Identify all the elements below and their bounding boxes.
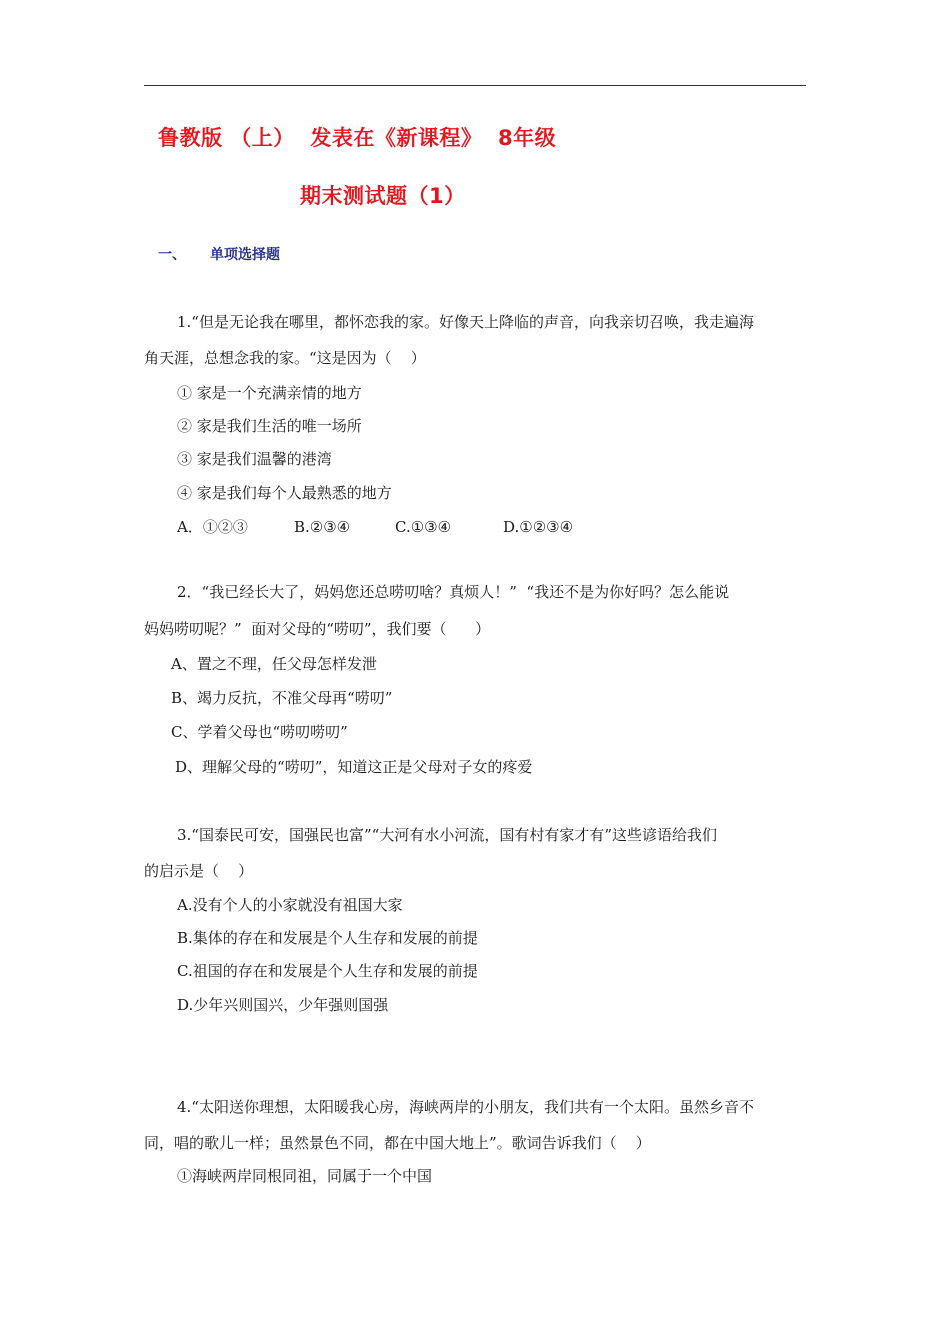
header-rule [144,85,806,86]
question-1-item-3: ③ 家是我们温馨的港湾 [177,450,332,468]
question-4-stem-line2: 同，唱的歌儿一样；虽然景色不同，都在中国大地上”。歌词告诉我们（ ） [144,1134,651,1152]
question-3-option-b: B.集体的存在和发展是个人生存和发展的前提 [177,929,478,947]
section-title: 单项选择题 [210,247,280,263]
question-3-stem-line2: 的启示是（ ） [144,862,254,880]
question-1-choice-a: A．①②③ [177,518,248,536]
question-1-stem-line2: 角天涯，总想念我的家。“这是因为（ ） [144,349,426,367]
question-1-choice-d: D.①②③④ [503,518,574,536]
question-2-option-a: A、置之不理，任父母怎样发泄 [171,655,377,673]
question-3-stem-line1: 3.“国泰民可安，国强民也富”“大河有水小河流，国有村有家才有”这些谚语给我们 [177,826,717,844]
question-4-stem-line1: 4.“太阳送你理想，太阳暖我心房，海峡两岸的小朋友，我们共有一个太阳。虽然乡音不 [177,1098,754,1116]
question-1-item-1: ① 家是一个充满亲情的地方 [177,384,362,402]
document-title: 鲁教版 （上） 发表在《新课程》 8年级 [158,126,557,150]
question-2-option-c: C、学着父母也“唠叨唠叨” [171,723,348,741]
question-2-stem-line2: 妈妈唠叨呢？” 面对父母的“唠叨”，我们要（ ） [144,620,491,638]
section-number: 一、 [158,247,186,263]
question-1-choice-b: B.②③④ [294,518,351,536]
question-1-stem-line1: 1.“但是无论我在哪里，都怀恋我的家。好像天上降临的声音，向我亲切召唤，我走遍海 [177,313,754,331]
question-3-option-d: D.少年兴则国兴，少年强则国强 [177,996,389,1014]
question-1-choice-c: C.①③④ [395,518,452,536]
question-2-stem-line1: 2．“我已经长大了，妈妈您还总唠叨啥？真烦人！” “我还不是为你好吗？怎么能说 [177,583,730,601]
question-2-option-b: B、竭力反抗，不准父母再“唠叨” [171,689,393,707]
question-4-item-1: ①海峡两岸同根同祖，同属于一个中国 [177,1167,433,1185]
section-heading [158,244,280,264]
question-1-item-4: ④ 家是我们每个人最熟悉的地方 [177,484,392,502]
document-subtitle: 期末测试题（1） [300,184,466,208]
question-2-option-d: D、理解父母的“唠叨”，知道这正是父母对子女的疼爱 [175,758,533,776]
question-1-item-2: ② 家是我们生活的唯一场所 [177,417,362,435]
question-3-option-a: A.没有个人的小家就没有祖国大家 [177,896,403,914]
question-3-option-c: C.祖国的存在和发展是个人生存和发展的前提 [177,962,478,980]
